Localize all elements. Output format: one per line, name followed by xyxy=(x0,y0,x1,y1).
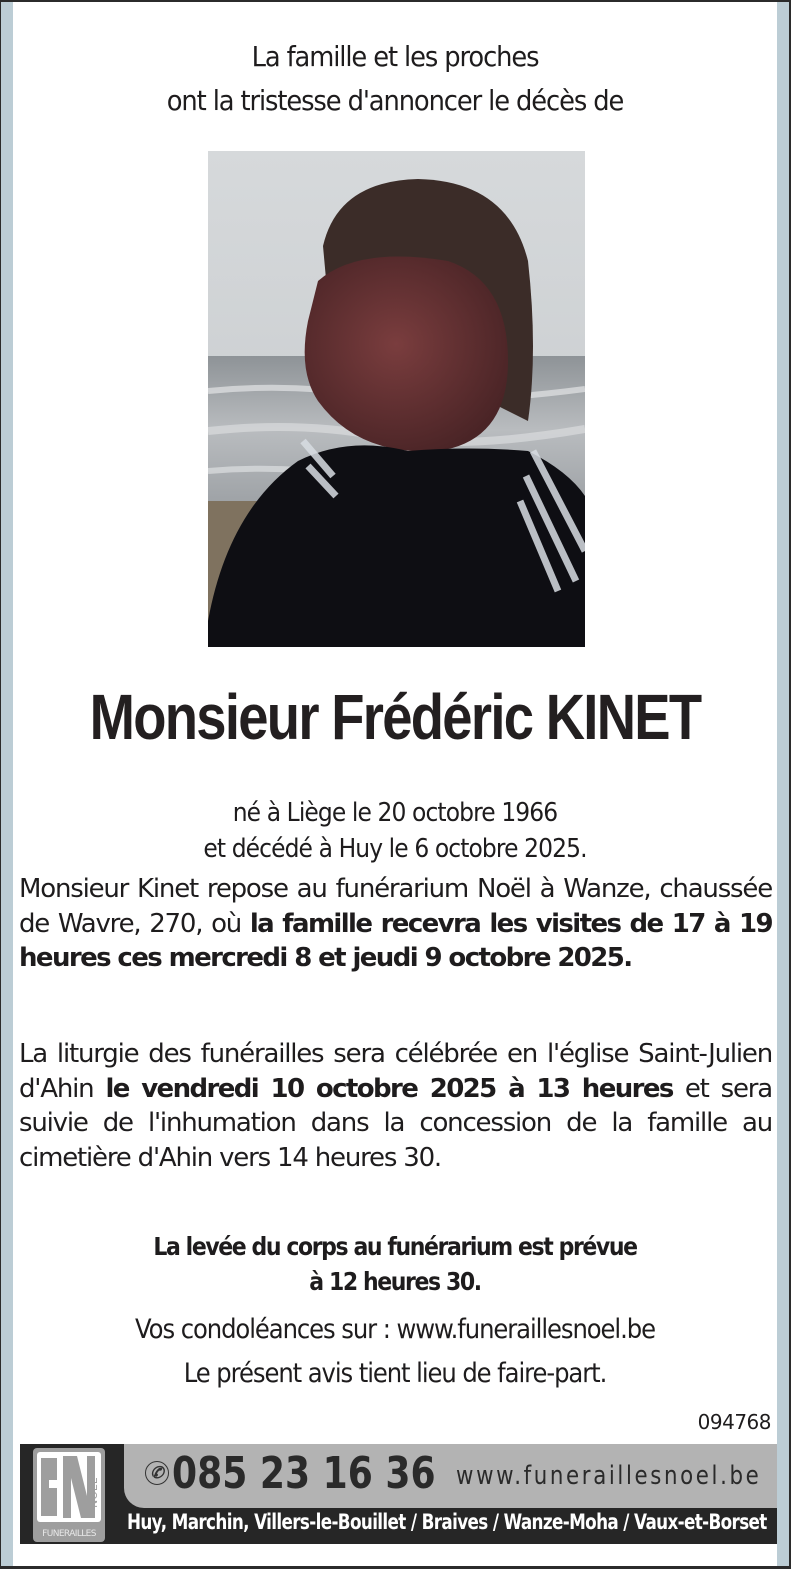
funeral-paragraph xyxy=(19,1037,772,1175)
locations-list: Huy, Marchin, Villers-le-Bouillet / Braives / Wanze-Moha / Vaux-et-Borset xyxy=(127,1510,767,1534)
page-frame xyxy=(1,2,789,1566)
funeral-home-banner xyxy=(20,1444,777,1544)
intro-line-2: ont la tristesse d'annoncer le décès de xyxy=(166,84,624,117)
phone-number[interactable]: 085 23 16 36 xyxy=(172,1448,436,1499)
birth-info: né à Liège le 20 octobre 1966 xyxy=(232,798,558,828)
portrait-photo xyxy=(208,151,585,647)
obituary-notice xyxy=(13,2,777,1566)
levee-line-1: La levée du corps au funérarium est prévue xyxy=(153,1232,637,1261)
website-link[interactable]: www.funeraillesnoel.be xyxy=(455,1461,761,1491)
funeral-text-1: La liturgie des funérailles sera célébrée en l'église Saint-Julien d'Ahin xyxy=(19,1039,772,1104)
intro-line-1: La famille et les proches xyxy=(251,40,539,73)
funerailles-noel-logo xyxy=(33,1448,105,1542)
logo-noel-text: NOEL xyxy=(87,1478,100,1508)
visitation-text: Monsieur Kinet repose au funérarium Noël à Wanze, chaussée de Wavre, 270, où xyxy=(19,874,772,939)
contact-band xyxy=(124,1444,777,1508)
reference-number: 094768 xyxy=(697,1410,771,1434)
logo-caption: FUNERAILLES xyxy=(42,1529,96,1539)
condolences-link[interactable]: Vos condoléances sur : www.funeraillesnoel.be xyxy=(135,1314,655,1345)
deceased-name: Monsieur Frédéric KINET xyxy=(89,681,701,753)
funeral-date: le vendredi 10 octobre 2025 à 13 heures xyxy=(105,1073,673,1104)
visitation-paragraph xyxy=(19,872,772,976)
visitation-hours: la famille recevra les visites de 17 à 19 heures ces mercredi 8 et jeudi 9 octobre 2025. xyxy=(19,908,772,973)
phone-icon: ✆ xyxy=(145,1461,169,1485)
funeral-text-2: et sera suivie de l'inhumation dans la concession de la famille au cimetière d'Ahin vers 14 heures 30. xyxy=(19,1073,772,1173)
death-info: et décédé à Huy le 6 octobre 2025. xyxy=(203,834,587,864)
faire-part-note: Le présent avis tient lieu de faire-part. xyxy=(183,1358,607,1389)
levee-line-2: à 12 heures 30. xyxy=(309,1267,481,1296)
